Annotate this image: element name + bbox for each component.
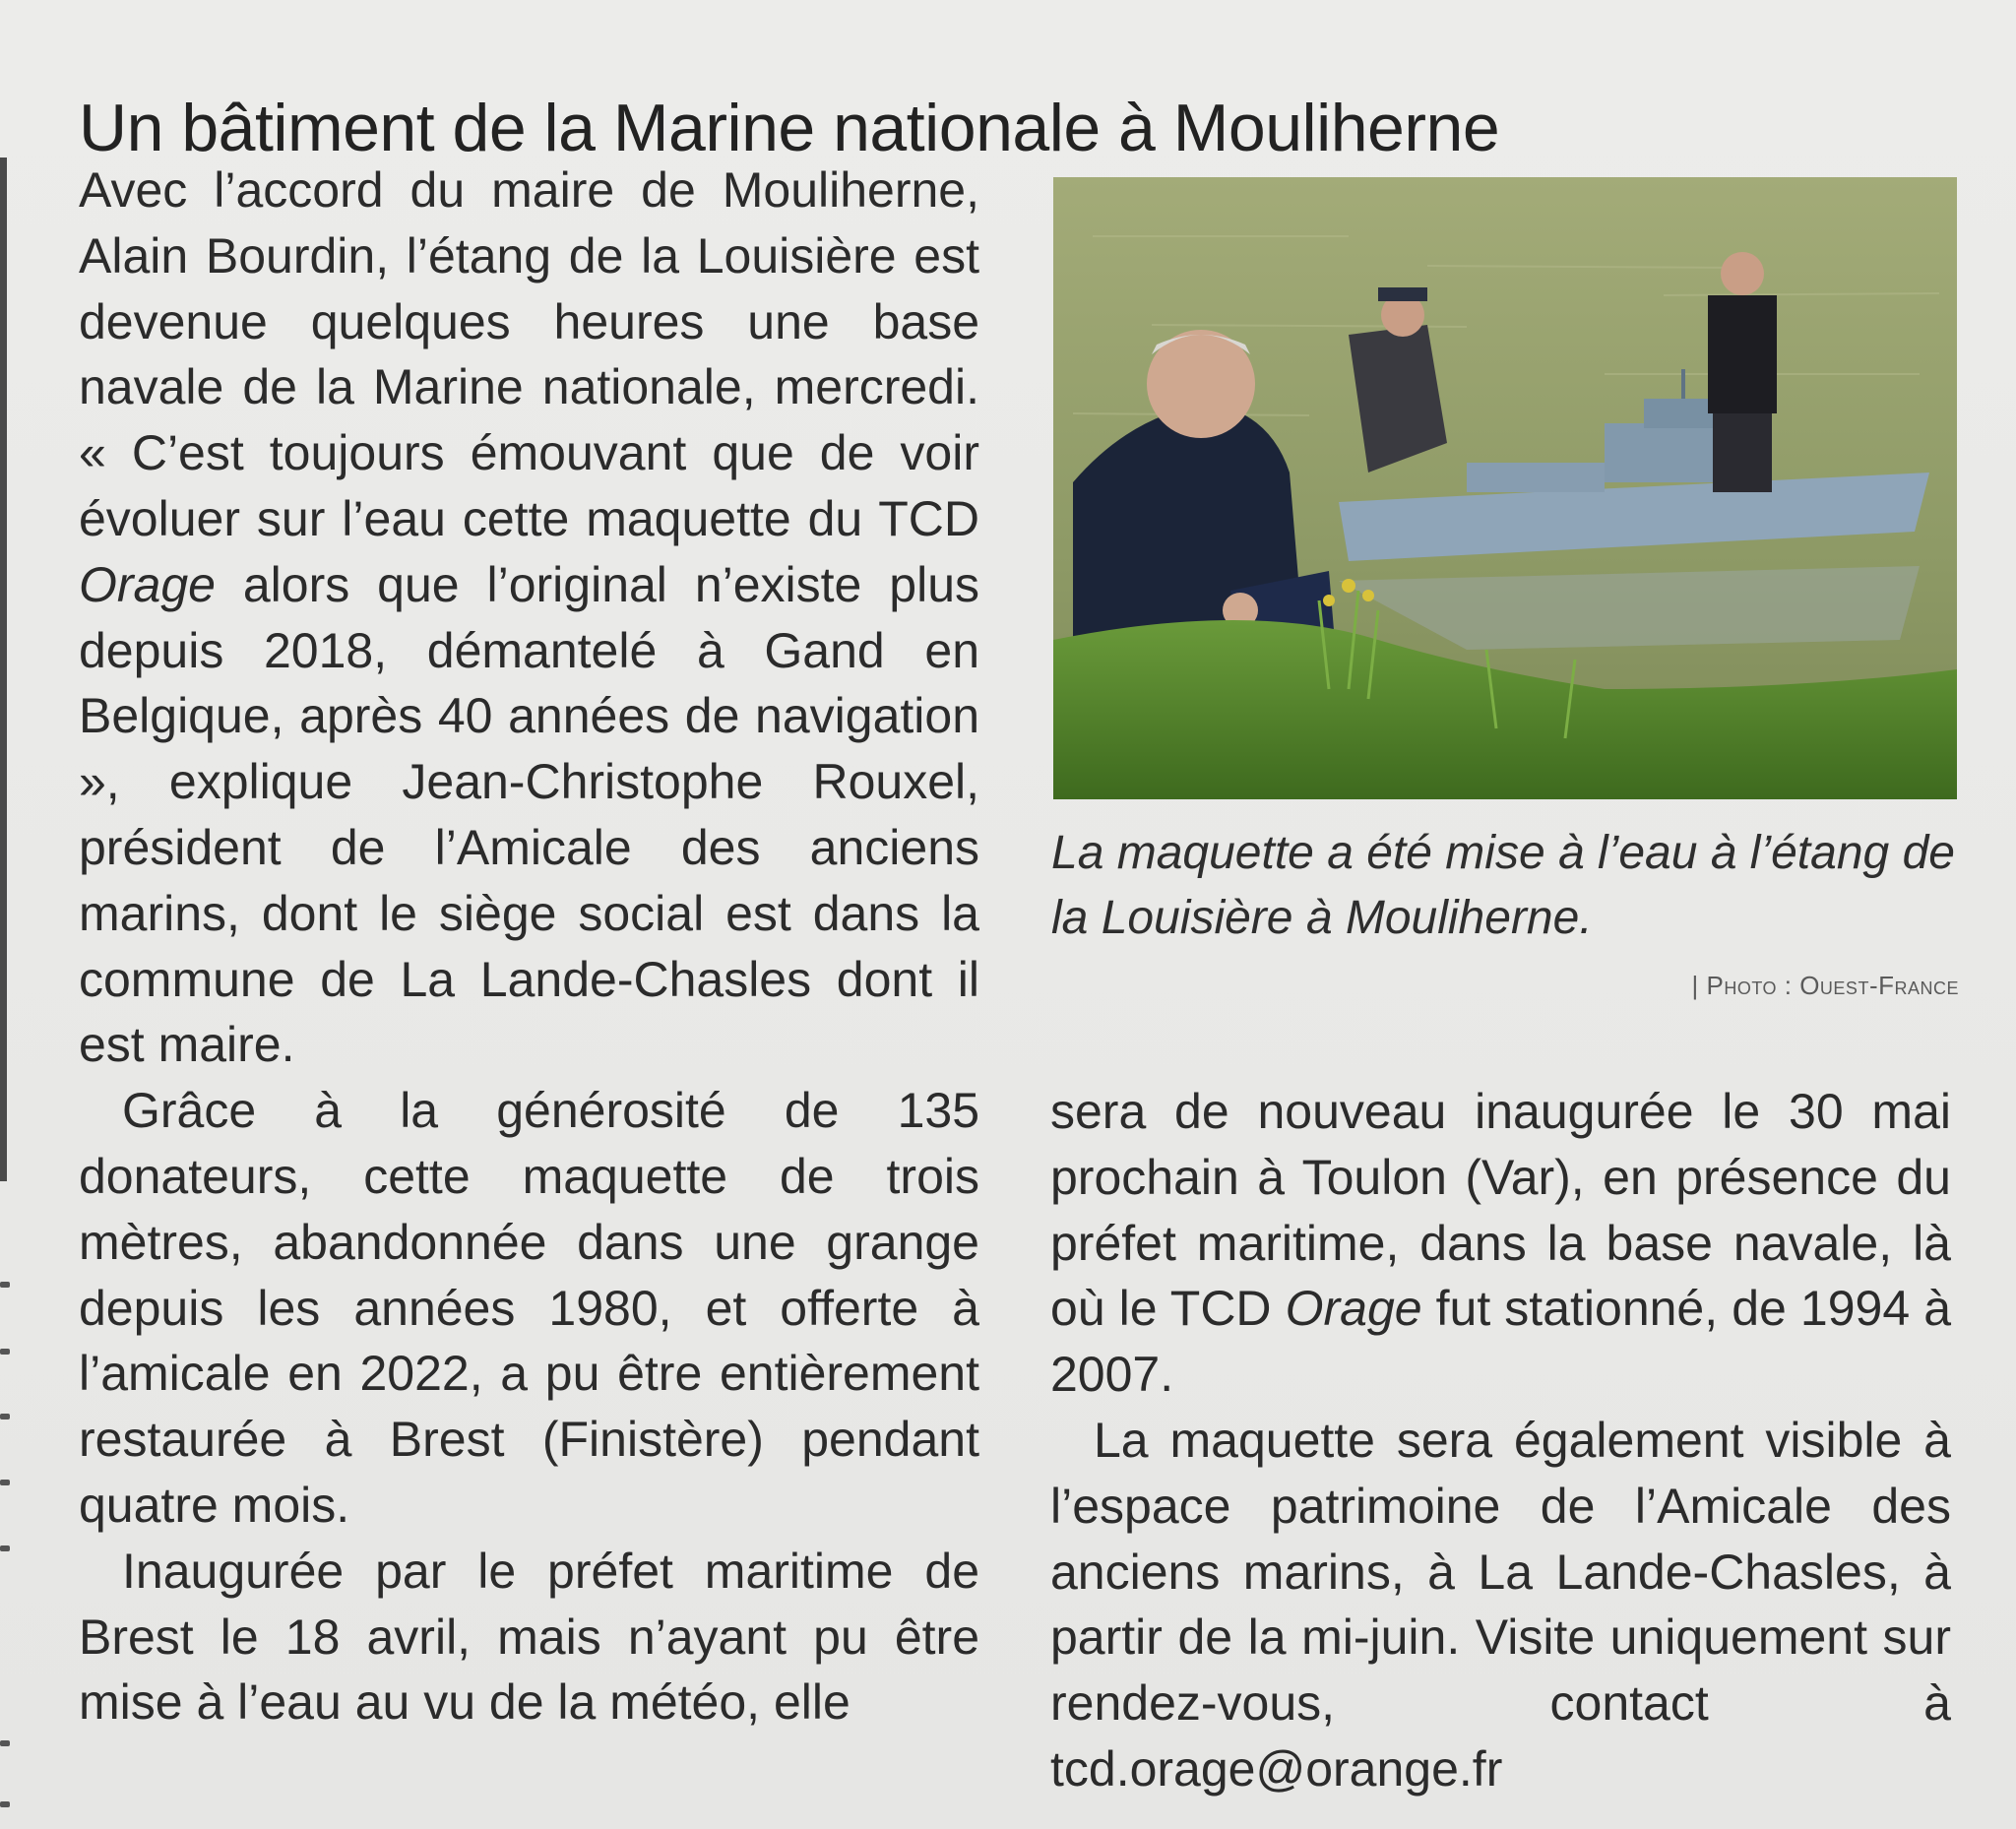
paragraph: Avec l’accord du maire de Mouliherne, Alain Bourdin, l’étang de la Louisière est devenue quelques heures une base navale de la Marine nationale, mercredi. « C’est toujours émouvant que de voir évoluer sur l’eau cette maquette du TCD Orage alors que l’original n’existe plus depuis 2018, démantelé à Gand en Belgique, après 40 années de navigation », explique Jean-Christophe Rouxel, président de l’Amicale des anciens marins, dont le siège social est dans la commune de La Lande-Chasles dont il est maire. [79, 162, 979, 1073]
article-column-left [79, 158, 979, 1735]
photo-credit: | Photo : Ouest-France [1691, 971, 1959, 1000]
paragraph: La maquette sera également visible à l’espace patrimoine de l’Amicale des anciens marins, à La Lande-Chasles, à partir de la mi-juin. Visite uniquement sur rendez-vous, contact à tcd.orage@orange.fr [1050, 1412, 1951, 1797]
article-photo [1053, 177, 1957, 799]
ship-name: Orage [1285, 1281, 1422, 1337]
photo-illustration [1053, 177, 1957, 799]
ship-name: Orage [79, 556, 216, 612]
article-column-right [1050, 1079, 1951, 1802]
paragraph: Grâce à la générosité de 135 donateurs, cette maquette de trois mètres, abandonnée dans une grange depuis les années 1980, et offerte à l’amicale en 2022, a pu être entièrement restaurée à Brest (Finistère) pendant quatre mois. [79, 1083, 979, 1533]
paragraph: Inaugurée par le préfet maritime de Brest le 18 avril, mais n’ayant pu être mise à l’eau au vu de la météo, elle [79, 1543, 979, 1731]
photo-caption: La maquette a été mise à l’eau à l’étang de la Louisière à Mouliherne. [1051, 827, 1955, 944]
paragraph: sera de nouveau inaugurée le 30 mai prochain à Toulon (Var), en présence du préfet maritime, dans la base navale, là où le TCD Orage fut stationné, de 1994 à 2007. [1050, 1084, 1951, 1403]
article-title: Un bâtiment de la Marine nationale à Mouliherne [79, 90, 1500, 165]
column-rule [0, 158, 7, 1181]
